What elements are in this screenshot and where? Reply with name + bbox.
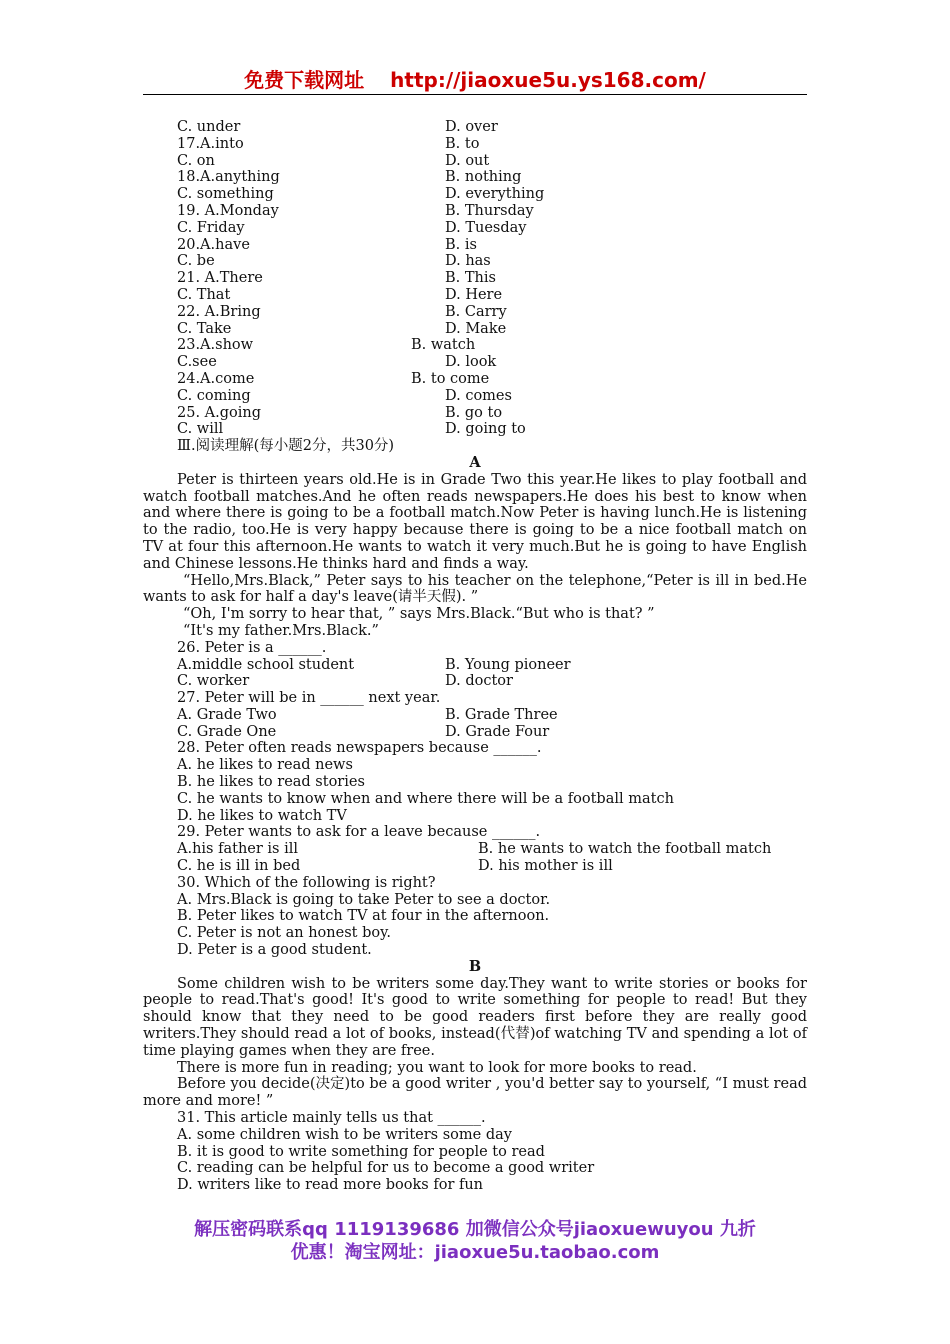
choice-line: D. he likes to watch TV: [177, 807, 347, 824]
choice-line: B. he likes to read stories: [177, 774, 365, 791]
questions-a: [143, 640, 807, 959]
choice-line: D. writers like to read more books for fun: [177, 1177, 484, 1194]
choice-row: [143, 673, 807, 690]
option-row: [143, 270, 807, 287]
option-left: 25. A.going: [177, 404, 262, 421]
header-url-link[interactable]: http://jiaoxue5u.ys168.com/: [390, 68, 706, 92]
passage-b-paragraph-3: Before you decide(决定)to be a good writer , you'd better say to yourself, “I must read more and more! ”: [143, 1076, 807, 1110]
passage-a-label: A: [469, 453, 481, 471]
choice-line: B. it is good to write something for people to read: [177, 1143, 545, 1160]
passage-a-paragraph-3: “Oh, I'm sorry to hear that, ” says Mrs.Black.“But who is that? ”: [183, 606, 655, 623]
option-right: B. Carry: [445, 303, 507, 320]
cloze-options: [143, 119, 807, 438]
option-left: C. Take: [177, 320, 232, 337]
choice-left: C. Grade One: [177, 723, 277, 740]
passage-b-paragraph-1: Some children wish to be writers some day.They want to write stories or books for people to read.That's good! It's good to write something for people to read! But they should know that they need to be good readers first before they are really good writers.They should read a lot of books, instead(代替)of watching TV and spending a lot of time playing games when they are free.: [143, 975, 807, 1059]
option-left: C. will: [177, 421, 224, 438]
section-title: Ⅲ.阅读理解(每小题2分，共30分): [177, 438, 395, 455]
option-right: D. comes: [445, 387, 512, 404]
option-left: C. on: [177, 152, 215, 169]
question-stem: 26. Peter is a ______.: [177, 639, 327, 656]
option-row: [143, 371, 807, 388]
option-row: [143, 253, 807, 270]
option-left: C. That: [177, 286, 231, 303]
questions-b: [143, 1110, 807, 1194]
question-stem: 27. Peter will be in ______ next year.: [177, 690, 441, 707]
option-left: 22. A.Bring: [177, 303, 261, 320]
option-right: D. everything: [445, 186, 545, 203]
document-body: [143, 119, 807, 1194]
choice-line: A. some children wish to be writers some day: [177, 1126, 512, 1143]
option-row: [143, 287, 807, 304]
option-left: 24.A.come: [177, 370, 255, 387]
option-left: 18.A.anything: [177, 169, 280, 186]
option-row: [143, 153, 807, 170]
option-row: [143, 421, 807, 438]
choice-right: D. his mother is ill: [478, 858, 613, 875]
passage-a-paragraph-2: “Hello,Mrs.Black,” Peter says to his teacher on the telephone,“Peter is ill in bed.He wants to ask for half a day's leave(请半天假). ”: [143, 572, 807, 606]
option-row: [143, 169, 807, 186]
option-row: [143, 321, 807, 338]
question-stem: 31. This article mainly tells us that ______.: [177, 1110, 486, 1127]
choice-line: B. Peter likes to watch TV at four in the afternoon.: [177, 908, 550, 925]
option-left: 20.A.have: [177, 236, 250, 253]
option-row: [143, 405, 807, 422]
option-left: 19. A.Monday: [177, 202, 279, 219]
option-left: C. under: [177, 119, 241, 135]
option-right: B. nothing: [445, 169, 522, 186]
option-row: [143, 388, 807, 405]
option-right: B. to come: [411, 370, 490, 387]
option-left: C. coming: [177, 387, 251, 404]
option-right: D. Tuesday: [445, 219, 527, 236]
option-row: [143, 337, 807, 354]
choice-left: A. Grade Two: [177, 706, 277, 723]
choice-line: A. Mrs.Black is going to take Peter to see a doctor.: [177, 891, 551, 908]
choice-right: B. Grade Three: [445, 706, 558, 723]
option-right: B. go to: [445, 404, 503, 421]
option-row: [143, 119, 807, 136]
option-left: C. Friday: [177, 219, 245, 236]
option-left: C. be: [177, 253, 215, 270]
option-right: D. look: [445, 354, 497, 371]
option-right: D. Here: [445, 286, 503, 303]
option-row: [143, 237, 807, 254]
question-stem: 30. Which of the following is right?: [177, 874, 436, 891]
choice-line: C. reading can be helpful for us to become a good writer: [177, 1160, 595, 1177]
footer-line-1: 解压密码联系qq 1119139686 加微信公众号jiaoxuewuyou 九折: [194, 1219, 756, 1240]
option-right: D. has: [445, 253, 491, 270]
option-right: B. is: [445, 236, 477, 253]
option-left: C.see: [177, 354, 217, 371]
option-left: C. something: [177, 186, 274, 203]
option-row: [143, 203, 807, 220]
choice-line: D. Peter is a good student.: [177, 942, 372, 959]
option-right: D. over: [445, 119, 498, 135]
choice-right: D. doctor: [445, 673, 513, 690]
choice-right: D. Grade Four: [445, 723, 550, 740]
choice-row: [143, 724, 807, 741]
choice-row: [143, 858, 807, 875]
passage-b-paragraph-2: There is more fun in reading; you want to look for more books to read.: [177, 1059, 697, 1076]
passage-a-paragraph-1: Peter is thirteen years old.He is in Grade Two this year.He likes to play football and watch football matches.And he often reads newspapers.He does his best to know when and where there is going to be a football match.Now Peter is having lunch.He is listening to the radio, too.He is very happy because there is going to be a nice football match on TV at four this afternoon.He wants to watch it very much.But he is going to have English and Chinese lessons.He thinks hard and finds a way.: [143, 471, 807, 572]
option-row: [143, 220, 807, 237]
choice-right: B. he wants to watch the football match: [478, 841, 772, 858]
page-footer: [143, 1218, 807, 1264]
choice-line: C. Peter is not an honest boy.: [177, 925, 391, 942]
option-row: [143, 186, 807, 203]
option-right: D. Make: [445, 320, 507, 337]
choice-right: B. Young pioneer: [445, 656, 571, 673]
option-row: [143, 136, 807, 153]
choice-row: [143, 657, 807, 674]
question-stem: 28. Peter often reads newspapers because ______.: [177, 740, 542, 757]
choice-left: A.middle school student: [177, 656, 355, 673]
choice-row: [143, 707, 807, 724]
choice-line: C. he wants to know when and where there will be a football match: [177, 790, 674, 807]
choice-left: C. worker: [177, 673, 250, 690]
choice-row: [143, 841, 807, 858]
choice-left: C. he is ill in bed: [177, 858, 301, 875]
header-label: 免费下载网址: [244, 68, 365, 92]
passage-a-paragraph-4: “It's my father.Mrs.Black.”: [183, 622, 379, 639]
question-stem: 29. Peter wants to ask for a leave because ______.: [177, 824, 541, 841]
page-header: [143, 66, 807, 95]
footer-line-2: 优惠！淘宝网址：jiaoxue5u.taobao.com: [290, 1242, 660, 1263]
passage-b-label: B: [468, 957, 482, 975]
option-right: B. to: [445, 135, 480, 152]
option-left: 17.A.into: [177, 135, 244, 152]
option-left: 23.A.show: [177, 337, 254, 354]
option-right: D. going to: [445, 421, 526, 438]
choice-line: A. he likes to read news: [177, 757, 353, 774]
option-right: B. This: [445, 270, 496, 287]
choice-left: A.his father is ill: [177, 841, 299, 858]
option-left: 21. A.There: [177, 270, 263, 287]
option-row: [143, 354, 807, 371]
option-right: B. Thursday: [445, 202, 534, 219]
option-right: D. out: [445, 152, 490, 169]
option-row: [143, 304, 807, 321]
option-right: B. watch: [411, 337, 476, 354]
